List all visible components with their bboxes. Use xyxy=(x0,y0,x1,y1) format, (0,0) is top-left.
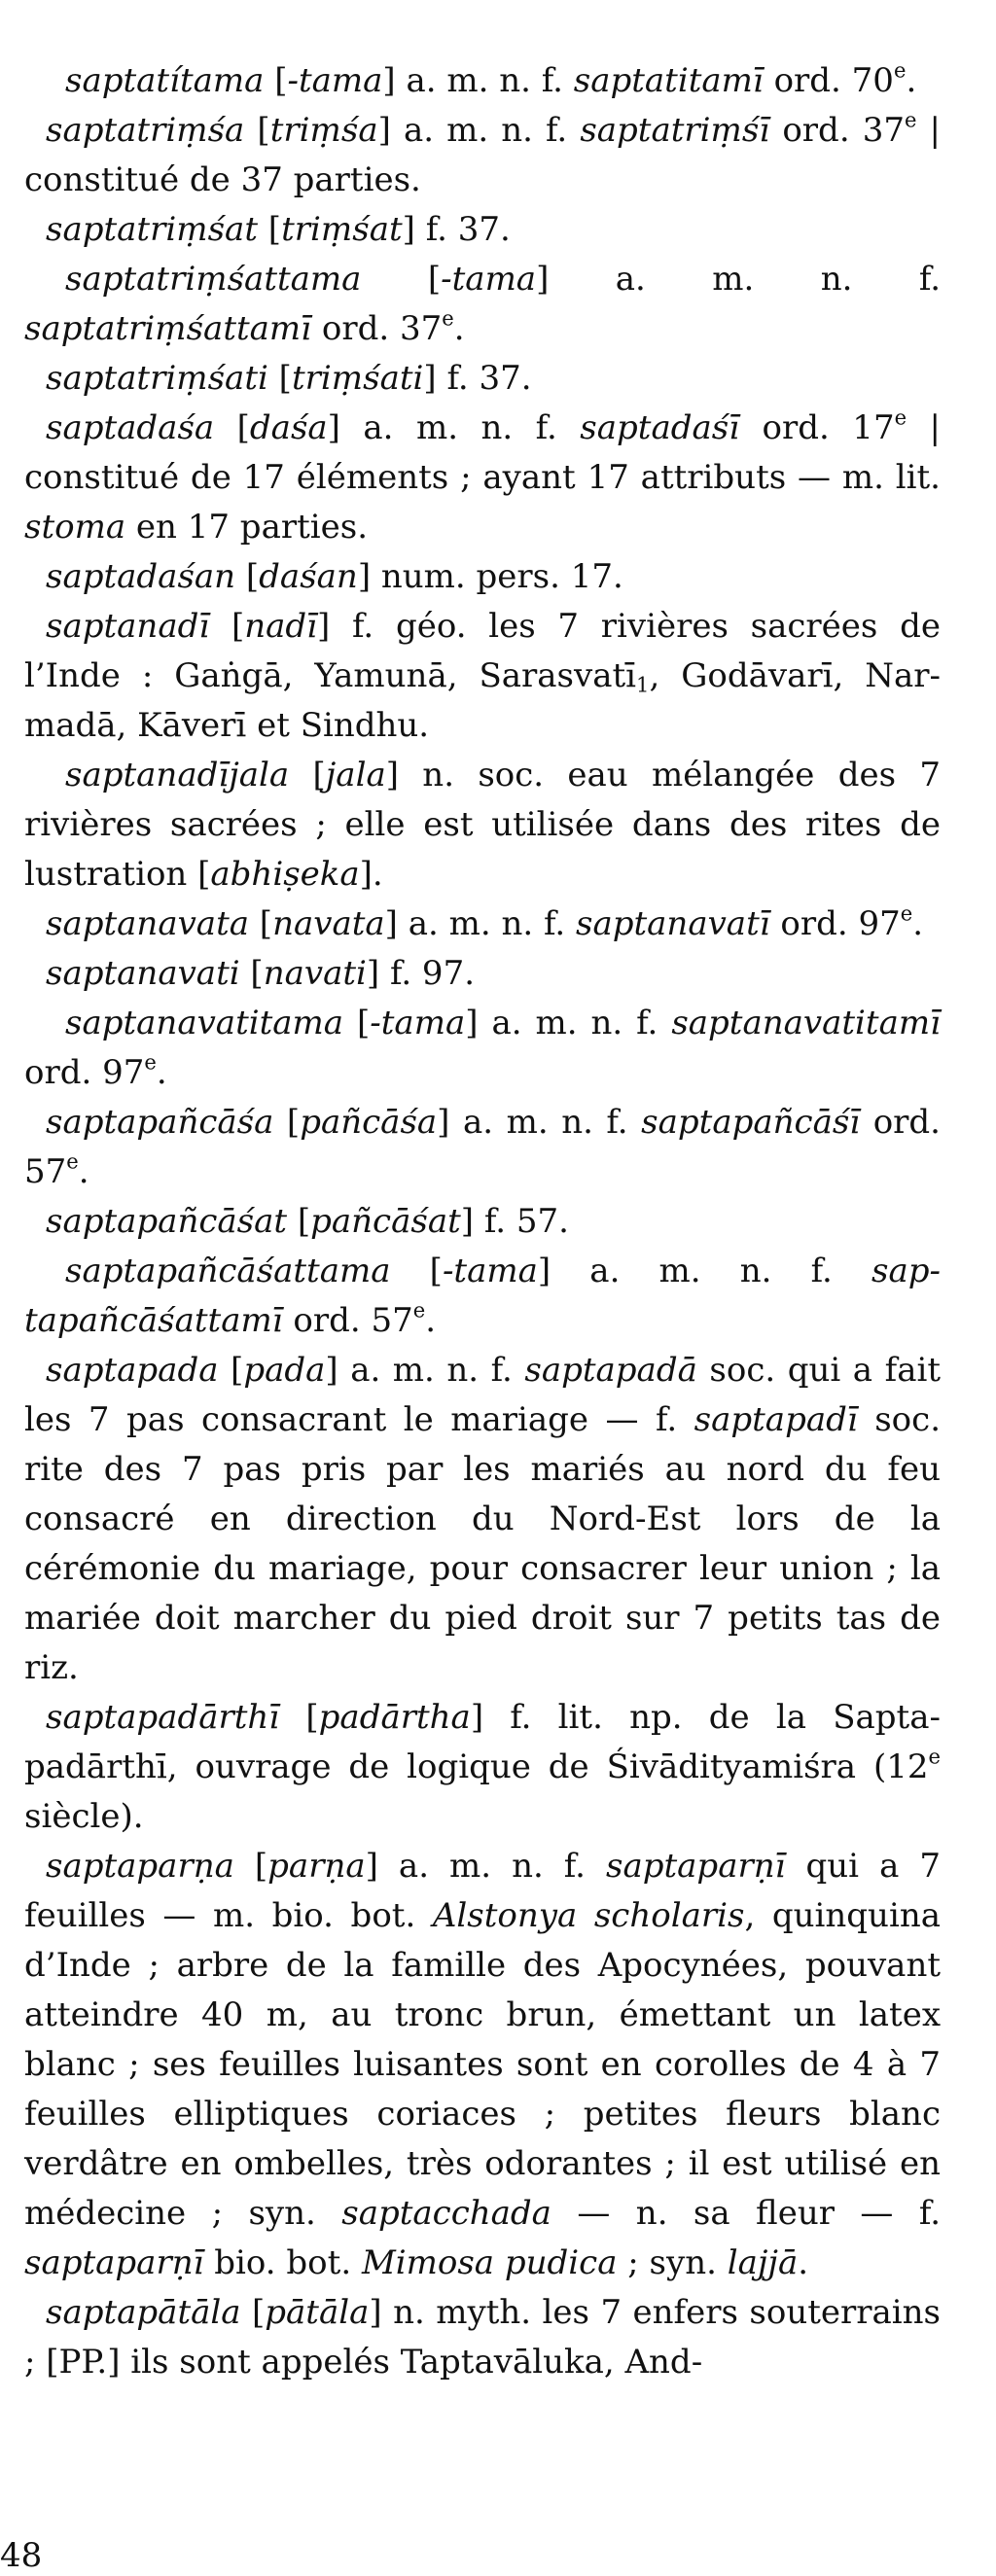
entry-text: e xyxy=(144,1049,157,1075)
entry-text: bio. bot. xyxy=(203,2243,362,2282)
entry-text: ] a. m. n. f. xyxy=(465,1004,672,1042)
entry-text: ord. 57 xyxy=(24,1103,941,1191)
entry-text: [ xyxy=(239,954,264,993)
entry-text: ord. 37 xyxy=(311,309,443,348)
entry-headword: saptapañcāśat xyxy=(46,1202,288,1241)
entry-headword: saptanadījala xyxy=(65,756,290,794)
dictionary-entry xyxy=(24,2288,941,2387)
entry-text: ] f. géo. les 7 rivières sacrées de l’Inde : Gaṅgā, Yamunā, Sarasvatī xyxy=(24,607,941,695)
entry-text: siècle). xyxy=(24,1797,144,1836)
entry-headword: saptatítama xyxy=(65,61,265,100)
entry-text: triṃśat xyxy=(281,210,403,249)
entry-text: ] f. 97. xyxy=(366,954,476,993)
entry-text: en 17 parties. xyxy=(125,508,369,547)
entry-text: pada xyxy=(243,1351,326,1390)
entry-text: pañcāśat xyxy=(310,1202,461,1241)
entry-text: saptadaśī xyxy=(580,408,740,447)
entry-text: ord. 97 xyxy=(24,1053,145,1092)
entry-text: [ xyxy=(244,111,270,150)
entry-text: . xyxy=(453,309,465,348)
entry-headword: saptaparṇa xyxy=(46,1847,234,1886)
page-number: 48 xyxy=(0,2536,43,2575)
entry-text: . xyxy=(425,1301,437,1340)
entry-text: [ xyxy=(390,1252,443,1290)
entry-headword: saptapañcāśattama xyxy=(65,1252,391,1290)
entry-headword: saptatriṃśati xyxy=(46,359,268,398)
entry-text: ord. 37 xyxy=(769,111,905,150)
entry-text: [ xyxy=(235,557,260,596)
entry-text: saptanavatī xyxy=(576,904,770,943)
entry-text: . xyxy=(798,2243,809,2282)
entry-text: ] f. lit. np. de la Saptapadārthī, ouvrage de logique de Śivādityamiśra (12 xyxy=(24,1698,941,1786)
dictionary-entry xyxy=(24,900,941,949)
dictionary-entry xyxy=(24,1346,941,1693)
entry-text: [ xyxy=(267,359,292,398)
entry-text: saptatriṃśī xyxy=(580,111,770,150)
dictionary-entry xyxy=(24,56,941,106)
entry-text: ] a. m. n. f. xyxy=(384,904,576,943)
entry-text: 1 xyxy=(636,672,650,697)
entry-text: navata xyxy=(272,904,385,943)
entry-text: saptanavatitamī xyxy=(671,1004,941,1042)
entry-headword: saptanavata xyxy=(46,904,249,943)
entry-headword: saptapañcāśa xyxy=(46,1103,274,1142)
entry-text: [ xyxy=(264,61,288,100)
dictionary-entry xyxy=(24,602,941,751)
dictionary-entry xyxy=(24,552,941,602)
entry-headword: saptatriṃśat xyxy=(46,210,258,249)
entry-text: . xyxy=(906,61,917,100)
entry-text: — n. sa fleur — f. xyxy=(551,2194,942,2233)
entry-headword: saptapadārthī xyxy=(46,1698,280,1737)
entry-text: ] n. soc. eau mélangée des 7 rivières sacrées ; elle est utilisée dans des rites de lustration [ xyxy=(24,756,941,894)
entry-text: qui a 7 feuilles — m. bio. bot. xyxy=(24,1847,941,1935)
entry-text: saptatriṃśattamī xyxy=(24,309,312,348)
entry-text: [ xyxy=(218,1351,244,1390)
entry-text: padārtha xyxy=(318,1698,471,1737)
entry-text: [ xyxy=(233,1847,268,1886)
entry-text: ord. 97 xyxy=(769,904,901,943)
entry-text: Alstonya scholaris xyxy=(432,1896,745,1935)
dictionary-entry xyxy=(24,255,941,354)
entry-text: ] a. m. n. f. xyxy=(377,111,581,150)
entry-text: daśa xyxy=(249,408,328,447)
entry-text: Mimosa pudica xyxy=(361,2243,618,2282)
entry-text: saptapañcāśī xyxy=(641,1103,861,1142)
dictionary-page xyxy=(24,56,941,2387)
entry-text: saptaparṇī xyxy=(24,2243,204,2282)
entry-text: ] a. m. n. f. xyxy=(536,260,941,299)
entry-text: ] num. pers. 17. xyxy=(357,557,623,596)
entry-text: | constitué de 37 parties. xyxy=(24,111,942,199)
entry-text: e xyxy=(928,1744,941,1769)
entry-text: lajjā xyxy=(727,2243,799,2282)
entry-text: pātāla xyxy=(265,2293,370,2332)
entry-headword: saptatriṃśattama xyxy=(65,260,362,299)
entry-text: triṃśa xyxy=(269,111,378,150)
entry-text: e xyxy=(900,900,913,926)
dictionary-entry xyxy=(24,404,941,552)
dictionary-entry xyxy=(24,1247,941,1346)
entry-text: soc. rite des 7 pas pris par les mariés au nord du feu consacré en direction du Nord-Est lors de la cérémonie du mariage, pour consacrer leur union ; la mariée doit marcher du pied droit sur 7 petits tas de riz. xyxy=(24,1400,942,1687)
entry-text: saptapadī xyxy=(694,1400,858,1439)
entry-text: [ xyxy=(361,260,442,299)
entry-text: abhiṣeka xyxy=(210,855,360,894)
entry-text: -tama xyxy=(370,1004,466,1042)
entry-text: ord. 17 xyxy=(739,408,895,447)
entry-text: ] n. myth. les 7 enfers souterrains ; [PP.] ils sont appelés Taptavāluka, And- xyxy=(24,2293,942,2382)
dictionary-entry xyxy=(24,1693,941,1842)
dictionary-entry xyxy=(24,1098,941,1197)
entry-headword: saptapada xyxy=(46,1351,219,1390)
entry-text: ] f. 37. xyxy=(423,359,532,398)
entry-text: ] a. m. n. f. xyxy=(437,1103,642,1142)
entry-text: [ xyxy=(289,756,326,794)
entry-text: e xyxy=(893,57,907,83)
entry-headword: saptadaśan xyxy=(46,557,236,596)
entry-text: saptacchada xyxy=(341,2194,551,2233)
entry-text: ] a. m. n. f. xyxy=(327,408,581,447)
entry-text: . xyxy=(78,1152,89,1191)
entry-text: [ xyxy=(258,210,282,249)
entry-text: [ xyxy=(249,904,273,943)
entry-text: [ xyxy=(209,607,245,646)
dictionary-entry xyxy=(24,106,941,205)
dictionary-entry xyxy=(24,999,941,1098)
entry-text: stoma xyxy=(24,508,126,547)
entry-text: pañcāśa xyxy=(300,1103,438,1142)
entry-text: e xyxy=(412,1297,426,1323)
dictionary-entry xyxy=(24,1842,941,2288)
entry-text: [ xyxy=(343,1004,371,1042)
entry-text: saptapadā xyxy=(524,1351,697,1390)
entry-text: saptatitamī xyxy=(573,61,764,100)
entry-text: soc. qui a fait les 7 pas consacrant le mariage — f. xyxy=(24,1351,941,1439)
entry-text: ] a. m. n. f. xyxy=(365,1847,607,1886)
entry-text: . xyxy=(156,1053,167,1092)
entry-text: [ xyxy=(273,1103,301,1142)
entry-text: e xyxy=(894,405,907,430)
entry-text: triṃśati xyxy=(291,359,424,398)
dictionary-entry xyxy=(24,1197,941,1247)
entry-text: navati xyxy=(263,954,367,993)
entry-headword: saptanadī xyxy=(46,607,210,646)
dictionary-entry xyxy=(24,205,941,255)
entry-text: , Godāvarī, Narmadā, Kāverī et Sindhu. xyxy=(24,656,941,745)
entry-text: , quinquina d’Inde ; arbre de la famille des Apocynées, pouvant atteindre 40 m, au tronc brun, émettant un latex blanc ; ses feuilles luisantes sont en corolles de 4 à 7 feuilles elliptiques coriaces ; petites fleurs blanc verdâtre en ombelles, très odorantes ; il est utilisé en médecine ; syn. xyxy=(24,1896,941,2233)
entry-text: e xyxy=(66,1148,79,1174)
dictionary-entry xyxy=(24,354,941,404)
entry-headword: saptapātāla xyxy=(46,2293,241,2332)
entry-text: ] f. 37. xyxy=(402,210,511,249)
entry-text: ord. 57 xyxy=(282,1301,413,1340)
entry-text: saptaparṇī xyxy=(606,1847,786,1886)
entry-text: [ xyxy=(287,1202,311,1241)
entry-text: [ xyxy=(214,408,250,447)
entry-text: e xyxy=(904,107,917,132)
entry-text: -tama xyxy=(287,61,383,100)
entry-text: ] a. m. n. f. xyxy=(382,61,574,100)
entry-text: -tama xyxy=(441,260,537,299)
entry-text: parṇa xyxy=(267,1847,366,1886)
entry-headword: saptatriṃśa xyxy=(46,111,245,150)
entry-text: [ xyxy=(240,2293,266,2332)
entry-text: daśan xyxy=(259,557,358,596)
entry-headword: saptanavati xyxy=(46,954,240,993)
entry-text: ]. xyxy=(359,855,383,894)
entry-headword: saptadaśa xyxy=(46,408,215,447)
entry-text: ] f. 57. xyxy=(460,1202,569,1241)
entry-text: ] a. m. n. f. xyxy=(537,1252,872,1290)
entry-text: ; syn. xyxy=(617,2243,728,2282)
dictionary-entry xyxy=(24,949,941,999)
entry-text: jala xyxy=(325,756,386,794)
entry-text: [ xyxy=(279,1698,319,1737)
dictionary-entry xyxy=(24,751,941,900)
entry-text: | constitué de 17 éléments ; ayant 17 attributs — m. lit. xyxy=(24,408,941,497)
entry-text: -tama xyxy=(442,1252,538,1290)
entry-text: saptapañcāśattamī xyxy=(24,1252,941,1340)
entry-text: ord. 70 xyxy=(763,61,894,100)
entry-headword: saptanavatitama xyxy=(65,1004,344,1042)
entry-text: e xyxy=(442,305,454,331)
entry-text: nadī xyxy=(244,607,318,646)
entry-text: ] a. m. n. f. xyxy=(325,1351,525,1390)
entry-text: . xyxy=(912,904,924,943)
